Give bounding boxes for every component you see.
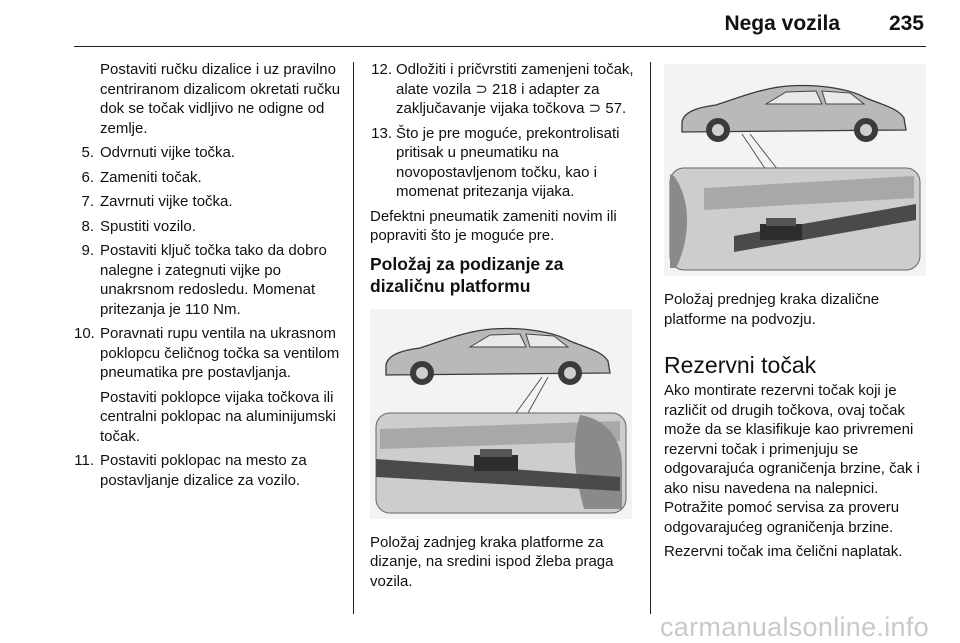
page-header (74, 0, 926, 47)
figure-caption: Položaj zadnjeg kraka platforme za dizanje, na sredini ispod žleba praga vozila. (370, 533, 614, 590)
step-number: 11. (74, 452, 94, 469)
step-text: Poravnati rupu ventila na ukrasnom poklopcu čeličnog točka sa ventilom pneumatika pre postavljanja. (100, 325, 340, 381)
paragraph: Rezervni točak ima čelični naplatak. (664, 543, 903, 560)
figure-caption: Položaj prednjeg kraka dizalične platforme na podvozju. (664, 291, 880, 328)
step-number: 13. (371, 124, 392, 142)
step-text: Odložiti i pričvrstiti zamenjeni točak, alate vozila ⊃ 218 i adapter za zaključavanje vijaka točkova ⊃ 57. (396, 61, 634, 117)
step-item (370, 60, 638, 119)
page-number: 235 (888, 12, 924, 35)
step-text: Zavrnuti vijke točka. (100, 193, 233, 210)
column-1 (74, 60, 346, 495)
step-item (370, 124, 638, 202)
step-item (74, 192, 346, 212)
column-3 (664, 60, 928, 567)
section-heading: Rezervni točak (664, 352, 817, 378)
paragraph: Defektni pneumatik zameniti novim ili popraviti što je moguće pre. (370, 207, 617, 244)
step-number: 7. (81, 193, 94, 210)
step-item (74, 324, 346, 383)
step-item (74, 241, 346, 319)
step-number: 6. (81, 168, 94, 186)
step-item (74, 143, 346, 163)
step-number: 9. (81, 242, 94, 259)
column-divider-1 (353, 62, 354, 614)
rear-lift-point-illustration (370, 309, 632, 519)
column-2 (370, 60, 638, 596)
step-number: 8. (81, 217, 94, 235)
step-text: Zameniti točak. (100, 168, 202, 186)
step-continuation: Postaviti poklopce vijaka točkova ili centralni poklopac na aluminijumski točak. (100, 388, 336, 445)
step-number: 10. (74, 325, 95, 342)
step-text: Što je pre moguće, prekontrolisati pritisak u pneumatiku na novopostavljenom točku, kao i momenat pritezanja vijaka. (396, 124, 620, 200)
watermark: carmanualsonline.info (660, 612, 929, 642)
front-lift-point-illustration (664, 64, 926, 276)
step-item (74, 217, 346, 237)
step-number: 12. (371, 61, 392, 78)
subheading: Položaj za podizanje za dizaličnu platformu (370, 253, 564, 296)
paragraph: Ako montirate rezervni točak koji je različit od drugih točkova, ovaj točak može da se klasifikuje kao privremeni rezervni točak i primenjuju se odgovarajuća ograničenja brzine, čak i ako nisu navedena na nalepnici. Potražite pomoć servisa za proveru odgovarajućeg ograničenja brzine. (664, 382, 920, 536)
step-item (74, 451, 346, 490)
step-number: 5. (81, 144, 94, 161)
step-text: Spustiti vozilo. (100, 217, 196, 235)
step-text: Postaviti ključ točka tako da dobro nalegne i zategnuti vijke po unakrsnom redosledu. Momenat pritezanja je 110 Nm. (100, 242, 327, 318)
step-item (74, 168, 346, 188)
section-title: Nega vozila (724, 12, 840, 35)
step-text: Odvrnuti vijke točka. (100, 144, 236, 161)
step-text: Postaviti poklopac na mesto za postavljanje dizalice za vozilo. (100, 452, 307, 489)
column-divider-2 (650, 62, 651, 614)
step-continuation: Postaviti ručku dizalice i uz pravilno centriranom dizalicom okretati ručku dok se točak vidljivo ne odigne od zemlje. (100, 61, 341, 137)
